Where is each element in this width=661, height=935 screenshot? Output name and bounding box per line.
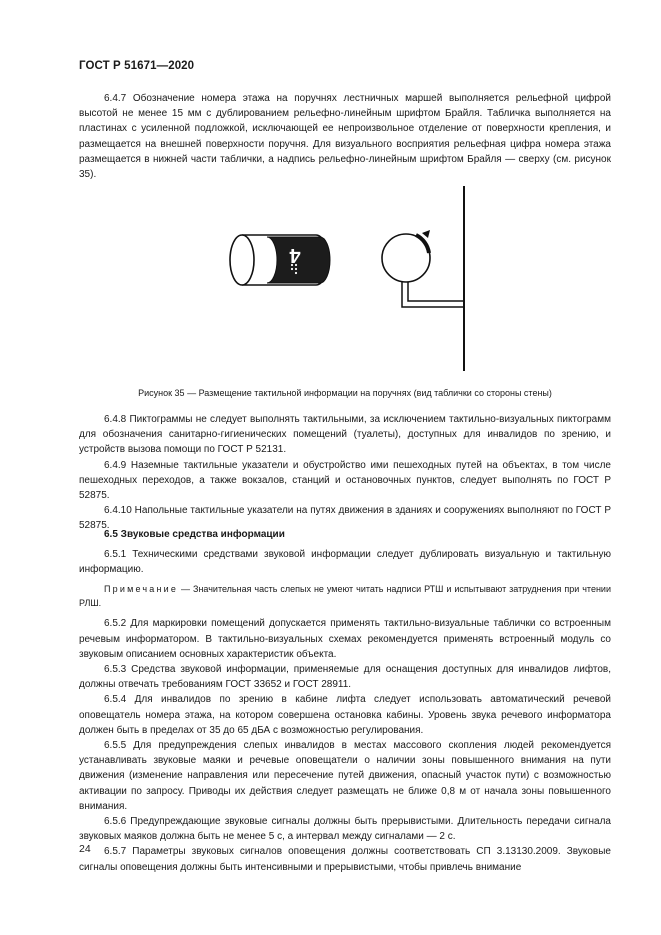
handrail-cylinder xyxy=(230,235,330,285)
paragraph-6-4-10: 6.4.10 Напольные тактильные указатели на путях движения в зданиях и сооружениях выполняют по ГОСТ Р 52875. xyxy=(79,505,611,532)
paragraph-group-top xyxy=(79,91,611,182)
paragraph-6-4-8: 6.4.8 Пиктограммы не следует выполнять тактильными, за исключением тактильно-визуальных пиктограмм для обозначения санитарно-гигиенических помещений (туалеты), доступных для инвалидов по зрению, и устройств вызова помощи по ГОСТ Р 52131. xyxy=(79,414,611,456)
paragraph-group-mid xyxy=(79,412,611,534)
paragraph-6-5-3: 6.5.3 Средства звуковой информации, применяемые для оснащения доступных для инвалидов лифтов, должны отвечать требованиям ГОСТ 33652 и ГОСТ 28911. xyxy=(79,664,611,691)
note-text: — Значительная часть слепых не умеют читать надписи РТШ и испытывают затруднения при чтении РЛШ. xyxy=(79,584,611,608)
figure-35-drawing xyxy=(215,183,485,373)
paragraph-6-4-9: 6.4.9 Наземные тактильные указатели и обустройство ими пешеходных путей на объектах, в том числе пешеходных переходов, а также вокзалов, станций и остановочных пунктов, следует выполнять по ГОСТ Р 52875. xyxy=(79,459,611,502)
section-title-6-5: 6.5 Звуковые средства информации xyxy=(104,529,285,540)
paragraph-6-5-2: 6.5.2 Для маркировки помещений допускается применять тактильно-визуальные таблички со встроенным речевым информатором. В тактильно-визуальных схемах рекомендуется применять встроенный модуль со звуковым описанием основных характеристик объекта. xyxy=(79,618,611,660)
figure-caption: Рисунок 35 — Размещение тактильной информации на поручнях (вид таблички со стороны стены) xyxy=(138,388,552,398)
paragraph-6-5-5: 6.5.5 Для предупреждения слепых инвалидов в местах массового скопления людей рекомендуется устанавливать звуковые маяки и речевые оповещатели о наличии зоны повышенного внимания на пути движения (изменение направления или пересечение путей движения, опасный участок пути) с возможностью активации по запросу. Приводы их действия следует размещать не ближе 0,8 м от начала зоны повышенного внимания. xyxy=(79,740,611,812)
paragraph-6-5-7: 6.5.7 Параметры звуковых сигналов оповещения должны соответствовать СП 3.13130.2009. Звуковые сигналы оповещения должны быть интенсивными и прерывистыми, чтобы привлечь внимание xyxy=(79,846,611,873)
paragraph-6-5-1: 6.5.1 Техническими средствами звуковой информации следует дублировать визуальную и тактильную информацию. xyxy=(79,549,611,576)
note xyxy=(79,583,611,610)
document-header: ГОСТ Р 51671—2020 xyxy=(79,60,195,72)
figure-digit: 4 xyxy=(289,244,301,266)
paragraph-6-5-6: 6.5.6 Предупреждающие звуковые сигналы должны быть прерывистыми. Длительность передачи сигнала звуковых маяков должна быть не менее 5 с, а интервал между сигналами — 2 с. xyxy=(79,816,611,843)
figure-35 xyxy=(215,183,485,373)
paragraph-6-5-4: 6.5.4 Для инвалидов по зрению в кабине лифта следует использовать автоматический речевой оповещатель номера этажа, на котором совершена остановка кабины. Уровень звука речевого информатора должен быть в пределах от 35 до 65 дБА с возможностью регулирования. xyxy=(79,694,611,736)
paragraph-6-4-7: 6.4.7 Обозначение номера этажа на поручнях лестничных маршей выполняется рельефной цифрой высотой не менее 15 мм с дублированием рельефно-линейным шрифтом Брайля. Табличка выполняется на пластинах с усиленной подложкой, исключающей ее непроизвольное отделение от поверхности крепления, и размещается на внешней поверхности поручня. Для визуального восприятия рельефная цифра номера этажа размещается в нижней части таблички, а надпись рельефно-линейным шрифтом Брайля — сверху (см. рисунок 35). xyxy=(79,93,611,181)
note-label: Примечание xyxy=(104,584,179,595)
page-number: 24 xyxy=(79,843,91,855)
paragraph-group-bottom xyxy=(79,547,611,875)
